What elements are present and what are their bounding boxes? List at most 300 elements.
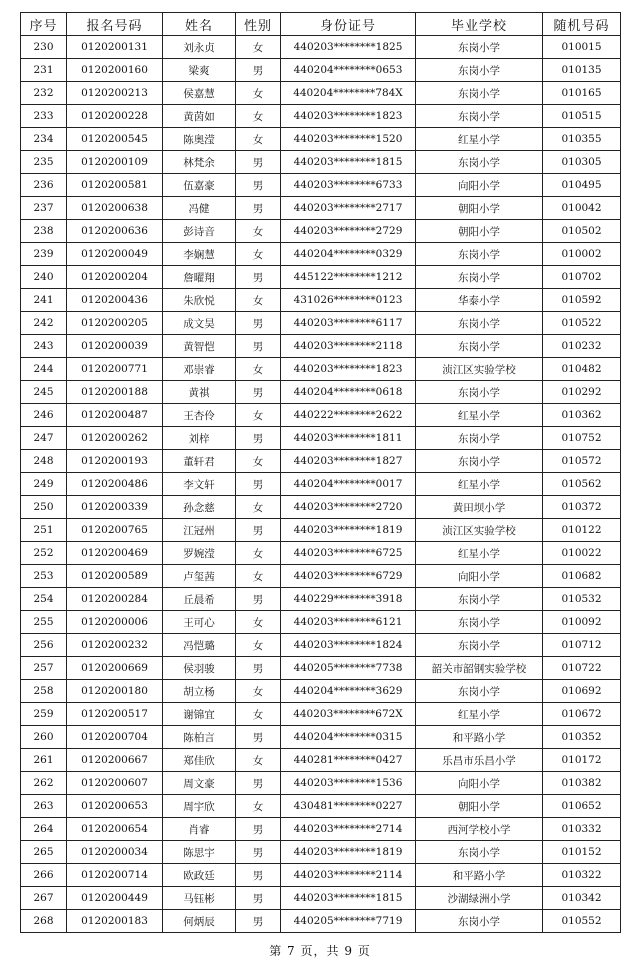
cell-name: 陈柏言 xyxy=(163,726,236,749)
cell-random-number: 010002 xyxy=(543,243,621,266)
cell-seq: 264 xyxy=(21,818,67,841)
cell-school: 沙湖绿洲小学 xyxy=(416,887,543,910)
cell-id-number: 440204********0329 xyxy=(281,243,416,266)
cell-name: 肖睿 xyxy=(163,818,236,841)
cell-name: 卢玺茜 xyxy=(163,565,236,588)
cell-id-number: 440204********3629 xyxy=(281,680,416,703)
cell-gender: 男 xyxy=(236,59,281,82)
cell-name: 黄祺 xyxy=(163,381,236,404)
cell-gender: 女 xyxy=(236,220,281,243)
cell-gender: 男 xyxy=(236,335,281,358)
cell-school: 东岗小学 xyxy=(416,82,543,105)
table-row xyxy=(21,450,621,473)
cell-school: 东岗小学 xyxy=(416,266,543,289)
cell-gender: 女 xyxy=(236,82,281,105)
cell-id-number: 440203********1815 xyxy=(281,151,416,174)
cell-seq: 238 xyxy=(21,220,67,243)
table-row xyxy=(21,128,621,151)
cell-name: 陈思宇 xyxy=(163,841,236,864)
cell-seq: 242 xyxy=(21,312,67,335)
table-row xyxy=(21,427,621,450)
cell-random-number: 010092 xyxy=(543,611,621,634)
cell-gender: 女 xyxy=(236,243,281,266)
table-row xyxy=(21,703,621,726)
cell-registration-number: 0120200771 xyxy=(67,358,163,381)
cell-id-number: 440203********1819 xyxy=(281,841,416,864)
cell-registration-number: 0120200487 xyxy=(67,404,163,427)
table-row xyxy=(21,611,621,634)
cell-id-number: 440203********2714 xyxy=(281,818,416,841)
cell-gender: 男 xyxy=(236,174,281,197)
cell-name: 彭诗音 xyxy=(163,220,236,243)
cell-random-number: 010342 xyxy=(543,887,621,910)
cell-school: 红星小学 xyxy=(416,404,543,427)
header-registration-number: 报名号码 xyxy=(67,13,163,36)
cell-name: 罗婉滢 xyxy=(163,542,236,565)
cell-name: 詹曜翔 xyxy=(163,266,236,289)
cell-seq: 248 xyxy=(21,450,67,473)
cell-school: 东岗小学 xyxy=(416,312,543,335)
cell-school: 东岗小学 xyxy=(416,450,543,473)
cell-name: 黄茵如 xyxy=(163,105,236,128)
cell-id-number: 440203********1823 xyxy=(281,105,416,128)
cell-gender: 女 xyxy=(236,496,281,519)
cell-name: 成文昊 xyxy=(163,312,236,335)
cell-registration-number: 0120200049 xyxy=(67,243,163,266)
header-random-number: 随机号码 xyxy=(543,13,621,36)
cell-registration-number: 0120200204 xyxy=(67,266,163,289)
cell-gender: 男 xyxy=(236,841,281,864)
cell-registration-number: 0120200667 xyxy=(67,749,163,772)
table-header xyxy=(21,13,621,36)
header-seq: 序号 xyxy=(21,13,67,36)
table-row xyxy=(21,887,621,910)
table-row xyxy=(21,174,621,197)
cell-name: 朱欣悦 xyxy=(163,289,236,312)
cell-registration-number: 0120200654 xyxy=(67,818,163,841)
table-row xyxy=(21,197,621,220)
cell-school: 东岗小学 xyxy=(416,105,543,128)
cell-id-number: 440203********6733 xyxy=(281,174,416,197)
cell-id-number: 440204********0618 xyxy=(281,381,416,404)
cell-gender: 男 xyxy=(236,864,281,887)
cell-id-number: 445122********1212 xyxy=(281,266,416,289)
cell-registration-number: 0120200449 xyxy=(67,887,163,910)
cell-gender: 女 xyxy=(236,565,281,588)
cell-random-number: 010515 xyxy=(543,105,621,128)
cell-registration-number: 0120200160 xyxy=(67,59,163,82)
cell-id-number: 440204********0653 xyxy=(281,59,416,82)
table-row xyxy=(21,335,621,358)
cell-school: 黄田坝小学 xyxy=(416,496,543,519)
cell-id-number: 440203********1536 xyxy=(281,772,416,795)
header-school: 毕业学校 xyxy=(416,13,543,36)
table-row xyxy=(21,473,621,496)
cell-seq: 235 xyxy=(21,151,67,174)
cell-random-number: 010692 xyxy=(543,680,621,703)
table-row xyxy=(21,588,621,611)
table-row xyxy=(21,243,621,266)
cell-gender: 女 xyxy=(236,542,281,565)
cell-id-number: 440203********2114 xyxy=(281,864,416,887)
cell-random-number: 010495 xyxy=(543,174,621,197)
cell-registration-number: 0120200213 xyxy=(67,82,163,105)
header-name: 姓名 xyxy=(163,13,236,36)
cell-gender: 女 xyxy=(236,680,281,703)
cell-id-number: 440203********6725 xyxy=(281,542,416,565)
cell-random-number: 010165 xyxy=(543,82,621,105)
cell-name: 冯恺璐 xyxy=(163,634,236,657)
table-row xyxy=(21,519,621,542)
cell-name: 周宇欣 xyxy=(163,795,236,818)
cell-id-number: 440203********1520 xyxy=(281,128,416,151)
cell-school: 红星小学 xyxy=(416,542,543,565)
cell-seq: 234 xyxy=(21,128,67,151)
cell-name: 欧政廷 xyxy=(163,864,236,887)
cell-gender: 男 xyxy=(236,588,281,611)
cell-name: 胡立杨 xyxy=(163,680,236,703)
cell-name: 马钰彬 xyxy=(163,887,236,910)
cell-school: 向阳小学 xyxy=(416,174,543,197)
table-row xyxy=(21,82,621,105)
table-row xyxy=(21,841,621,864)
cell-random-number: 010712 xyxy=(543,634,621,657)
cell-seq: 261 xyxy=(21,749,67,772)
cell-random-number: 010672 xyxy=(543,703,621,726)
cell-gender: 男 xyxy=(236,151,281,174)
cell-random-number: 010122 xyxy=(543,519,621,542)
cell-id-number: 440204********784X xyxy=(281,82,416,105)
cell-random-number: 010482 xyxy=(543,358,621,381)
cell-random-number: 010382 xyxy=(543,772,621,795)
cell-registration-number: 0120200183 xyxy=(67,910,163,933)
cell-school: 东岗小学 xyxy=(416,634,543,657)
table-row xyxy=(21,864,621,887)
table-row xyxy=(21,151,621,174)
cell-school: 东岗小学 xyxy=(416,243,543,266)
table-row xyxy=(21,657,621,680)
cell-gender: 女 xyxy=(236,450,281,473)
cell-name: 刘梓 xyxy=(163,427,236,450)
cell-registration-number: 0120200486 xyxy=(67,473,163,496)
cell-id-number: 440205********7719 xyxy=(281,910,416,933)
cell-id-number: 440203********2118 xyxy=(281,335,416,358)
cell-name: 王杏伶 xyxy=(163,404,236,427)
table-row xyxy=(21,542,621,565)
table-row xyxy=(21,726,621,749)
cell-name: 周文豪 xyxy=(163,772,236,795)
cell-gender: 女 xyxy=(236,358,281,381)
table-row xyxy=(21,312,621,335)
table-row xyxy=(21,289,621,312)
cell-school: 和平路小学 xyxy=(416,864,543,887)
cell-id-number: 440203********1825 xyxy=(281,36,416,59)
cell-seq: 265 xyxy=(21,841,67,864)
cell-school: 东岗小学 xyxy=(416,59,543,82)
cell-random-number: 010232 xyxy=(543,335,621,358)
cell-gender: 男 xyxy=(236,519,281,542)
cell-id-number: 440203********1819 xyxy=(281,519,416,542)
cell-random-number: 010352 xyxy=(543,726,621,749)
cell-school: 东岗小学 xyxy=(416,841,543,864)
cell-random-number: 010292 xyxy=(543,381,621,404)
cell-id-number: 440205********7738 xyxy=(281,657,416,680)
cell-registration-number: 0120200517 xyxy=(67,703,163,726)
cell-gender: 女 xyxy=(236,703,281,726)
cell-gender: 男 xyxy=(236,887,281,910)
cell-school: 红星小学 xyxy=(416,703,543,726)
cell-random-number: 010572 xyxy=(543,450,621,473)
cell-random-number: 010042 xyxy=(543,197,621,220)
cell-seq: 260 xyxy=(21,726,67,749)
cell-id-number: 440203********2717 xyxy=(281,197,416,220)
cell-random-number: 010522 xyxy=(543,312,621,335)
cell-school: 乐昌市乐昌小学 xyxy=(416,749,543,772)
cell-registration-number: 0120200714 xyxy=(67,864,163,887)
cell-gender: 女 xyxy=(236,289,281,312)
cell-school: 朝阳小学 xyxy=(416,197,543,220)
cell-registration-number: 0120200704 xyxy=(67,726,163,749)
cell-registration-number: 0120200581 xyxy=(67,174,163,197)
cell-id-number: 440222********2622 xyxy=(281,404,416,427)
cell-school: 东岗小学 xyxy=(416,335,543,358)
cell-name: 林梵余 xyxy=(163,151,236,174)
cell-random-number: 010332 xyxy=(543,818,621,841)
cell-name: 冯健 xyxy=(163,197,236,220)
cell-id-number: 440203********1815 xyxy=(281,887,416,910)
cell-gender: 女 xyxy=(236,611,281,634)
cell-seq: 255 xyxy=(21,611,67,634)
cell-registration-number: 0120200006 xyxy=(67,611,163,634)
cell-gender: 男 xyxy=(236,266,281,289)
cell-registration-number: 0120200228 xyxy=(67,105,163,128)
cell-random-number: 010305 xyxy=(543,151,621,174)
cell-seq: 257 xyxy=(21,657,67,680)
cell-id-number: 430481********0227 xyxy=(281,795,416,818)
student-list-table xyxy=(20,12,621,933)
cell-id-number: 431026********0123 xyxy=(281,289,416,312)
cell-random-number: 010502 xyxy=(543,220,621,243)
cell-random-number: 010562 xyxy=(543,473,621,496)
cell-name: 董轩君 xyxy=(163,450,236,473)
cell-seq: 243 xyxy=(21,335,67,358)
cell-seq: 246 xyxy=(21,404,67,427)
table-row xyxy=(21,565,621,588)
cell-gender: 女 xyxy=(236,749,281,772)
cell-gender: 女 xyxy=(236,634,281,657)
cell-name: 孙念慈 xyxy=(163,496,236,519)
cell-random-number: 010752 xyxy=(543,427,621,450)
cell-registration-number: 0120200039 xyxy=(67,335,163,358)
cell-random-number: 010172 xyxy=(543,749,621,772)
cell-seq: 239 xyxy=(21,243,67,266)
cell-gender: 女 xyxy=(236,795,281,818)
cell-id-number: 440203********6121 xyxy=(281,611,416,634)
cell-random-number: 010322 xyxy=(543,864,621,887)
cell-seq: 231 xyxy=(21,59,67,82)
cell-name: 邓崇睿 xyxy=(163,358,236,381)
cell-name: 侯羽骏 xyxy=(163,657,236,680)
cell-registration-number: 0120200193 xyxy=(67,450,163,473)
cell-id-number: 440203********1811 xyxy=(281,427,416,450)
cell-seq: 268 xyxy=(21,910,67,933)
cell-registration-number: 0120200232 xyxy=(67,634,163,657)
cell-registration-number: 0120200636 xyxy=(67,220,163,243)
cell-name: 丘晨希 xyxy=(163,588,236,611)
cell-gender: 男 xyxy=(236,818,281,841)
cell-seq: 252 xyxy=(21,542,67,565)
cell-school: 东岗小学 xyxy=(416,381,543,404)
cell-seq: 245 xyxy=(21,381,67,404)
cell-gender: 男 xyxy=(236,197,281,220)
cell-random-number: 010592 xyxy=(543,289,621,312)
cell-id-number: 440203********6117 xyxy=(281,312,416,335)
cell-seq: 240 xyxy=(21,266,67,289)
cell-name: 黄智恺 xyxy=(163,335,236,358)
cell-school: 朝阳小学 xyxy=(416,795,543,818)
cell-random-number: 010722 xyxy=(543,657,621,680)
cell-school: 东岗小学 xyxy=(416,910,543,933)
cell-id-number: 440281********0427 xyxy=(281,749,416,772)
cell-school: 韶关市韶钢实验学校 xyxy=(416,657,543,680)
cell-registration-number: 0120200188 xyxy=(67,381,163,404)
cell-school: 浈江区实验学校 xyxy=(416,519,543,542)
cell-seq: 267 xyxy=(21,887,67,910)
cell-registration-number: 0120200205 xyxy=(67,312,163,335)
cell-gender: 女 xyxy=(236,36,281,59)
cell-registration-number: 0120200180 xyxy=(67,680,163,703)
cell-gender: 女 xyxy=(236,128,281,151)
cell-seq: 249 xyxy=(21,473,67,496)
cell-name: 李文轩 xyxy=(163,473,236,496)
cell-random-number: 010135 xyxy=(543,59,621,82)
table-body xyxy=(21,36,621,933)
cell-random-number: 010372 xyxy=(543,496,621,519)
cell-seq: 237 xyxy=(21,197,67,220)
table-row xyxy=(21,680,621,703)
cell-name: 谢锦宜 xyxy=(163,703,236,726)
cell-school: 红星小学 xyxy=(416,473,543,496)
cell-registration-number: 0120200339 xyxy=(67,496,163,519)
cell-registration-number: 0120200589 xyxy=(67,565,163,588)
cell-seq: 230 xyxy=(21,36,67,59)
cell-gender: 男 xyxy=(236,312,281,335)
cell-gender: 男 xyxy=(236,381,281,404)
cell-gender: 女 xyxy=(236,404,281,427)
cell-seq: 262 xyxy=(21,772,67,795)
table-row xyxy=(21,358,621,381)
cell-school: 东岗小学 xyxy=(416,588,543,611)
cell-name: 李娴慧 xyxy=(163,243,236,266)
table-row xyxy=(21,634,621,657)
table-row xyxy=(21,910,621,933)
cell-seq: 254 xyxy=(21,588,67,611)
cell-random-number: 010552 xyxy=(543,910,621,933)
table-row xyxy=(21,496,621,519)
cell-seq: 251 xyxy=(21,519,67,542)
table-row xyxy=(21,818,621,841)
cell-random-number: 010355 xyxy=(543,128,621,151)
cell-random-number: 010152 xyxy=(543,841,621,864)
cell-id-number: 440203********1827 xyxy=(281,450,416,473)
cell-id-number: 440203********2729 xyxy=(281,220,416,243)
cell-school: 华泰小学 xyxy=(416,289,543,312)
cell-id-number: 440203********1824 xyxy=(281,634,416,657)
cell-name: 刘永贞 xyxy=(163,36,236,59)
cell-random-number: 010682 xyxy=(543,565,621,588)
cell-id-number: 440203********6729 xyxy=(281,565,416,588)
cell-name: 江冠州 xyxy=(163,519,236,542)
cell-registration-number: 0120200109 xyxy=(67,151,163,174)
cell-seq: 233 xyxy=(21,105,67,128)
cell-gender: 男 xyxy=(236,910,281,933)
table-row xyxy=(21,404,621,427)
cell-gender: 男 xyxy=(236,772,281,795)
cell-gender: 男 xyxy=(236,657,281,680)
cell-id-number: 440203********672X xyxy=(281,703,416,726)
cell-name: 伍嘉豪 xyxy=(163,174,236,197)
cell-registration-number: 0120200131 xyxy=(67,36,163,59)
cell-random-number: 010362 xyxy=(543,404,621,427)
cell-seq: 256 xyxy=(21,634,67,657)
cell-school: 朝阳小学 xyxy=(416,220,543,243)
cell-seq: 236 xyxy=(21,174,67,197)
cell-registration-number: 0120200765 xyxy=(67,519,163,542)
cell-seq: 247 xyxy=(21,427,67,450)
table-row xyxy=(21,59,621,82)
cell-school: 东岗小学 xyxy=(416,680,543,703)
table-row xyxy=(21,266,621,289)
table-row xyxy=(21,105,621,128)
cell-registration-number: 0120200607 xyxy=(67,772,163,795)
cell-registration-number: 0120200436 xyxy=(67,289,163,312)
cell-school: 和平路小学 xyxy=(416,726,543,749)
cell-name: 梁爽 xyxy=(163,59,236,82)
cell-id-number: 440203********2720 xyxy=(281,496,416,519)
table-row xyxy=(21,220,621,243)
cell-name: 陈奥滢 xyxy=(163,128,236,151)
page-indicator: 第 7 页，共 9 页 xyxy=(269,944,371,958)
cell-gender: 男 xyxy=(236,427,281,450)
cell-id-number: 440204********0017 xyxy=(281,473,416,496)
cell-random-number: 010702 xyxy=(543,266,621,289)
cell-seq: 266 xyxy=(21,864,67,887)
cell-gender: 男 xyxy=(236,473,281,496)
cell-school: 东岗小学 xyxy=(416,151,543,174)
table-row xyxy=(21,795,621,818)
cell-registration-number: 0120200545 xyxy=(67,128,163,151)
header-gender: 性别 xyxy=(236,13,281,36)
cell-name: 王可心 xyxy=(163,611,236,634)
table-row xyxy=(21,381,621,404)
cell-school: 东岗小学 xyxy=(416,611,543,634)
cell-gender: 男 xyxy=(236,726,281,749)
header-row xyxy=(21,13,621,36)
cell-seq: 263 xyxy=(21,795,67,818)
cell-id-number: 440203********1823 xyxy=(281,358,416,381)
cell-seq: 259 xyxy=(21,703,67,726)
cell-seq: 258 xyxy=(21,680,67,703)
cell-random-number: 010022 xyxy=(543,542,621,565)
cell-id-number: 440229********3918 xyxy=(281,588,416,611)
cell-school: 浈江区实验学校 xyxy=(416,358,543,381)
cell-school: 东岗小学 xyxy=(416,427,543,450)
cell-school: 西河学校小学 xyxy=(416,818,543,841)
cell-registration-number: 0120200034 xyxy=(67,841,163,864)
cell-registration-number: 0120200469 xyxy=(67,542,163,565)
table-row xyxy=(21,36,621,59)
cell-registration-number: 0120200284 xyxy=(67,588,163,611)
